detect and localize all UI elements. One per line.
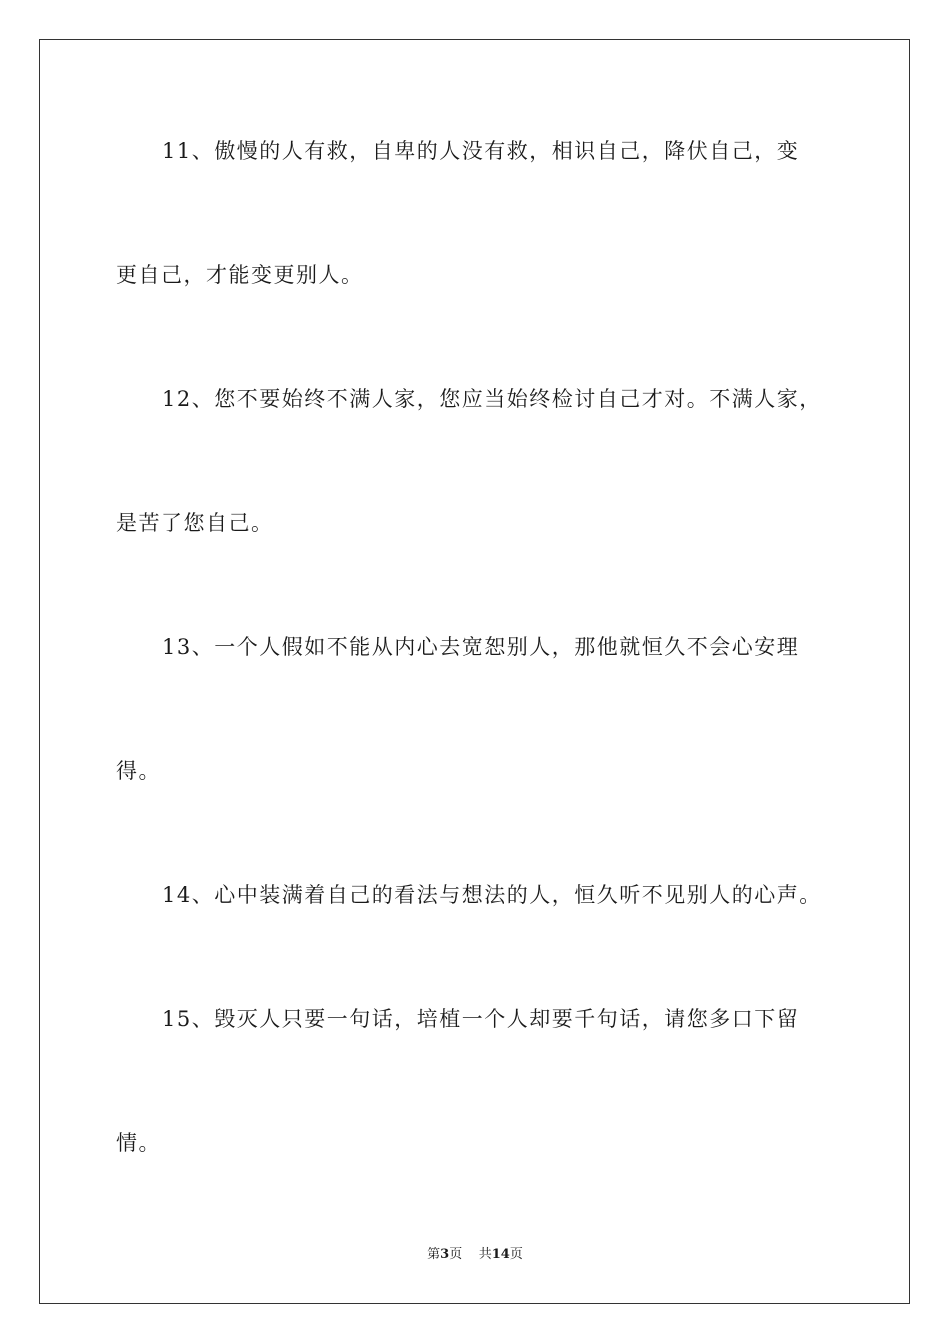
paragraph-15-line-1: 15、毁灭人只要一句话，培植一个人却要千句话，请您多口下留 <box>162 1007 800 1031</box>
paragraph-12-line-2: 是苦了您自己。 <box>116 511 274 535</box>
footer-page-number: 3 <box>440 1247 450 1262</box>
paragraph-13-line-1: 13、一个人假如不能从内心去宽恕别人，那他就恒久不会心安理 <box>162 635 800 659</box>
footer-total-prefix: 共 <box>478 1247 492 1262</box>
paragraph-13-line-2: 得。 <box>116 759 161 783</box>
footer-page-prefix: 第 <box>427 1247 441 1262</box>
paragraph-15-line-2: 情。 <box>116 1131 161 1155</box>
footer-total-suffix: 页 <box>509 1247 523 1262</box>
paragraph-11-line-2: 更自己，才能变更别人。 <box>116 263 364 287</box>
paragraph-11-line-1: 11、傲慢的人有救，自卑的人没有救，相识自己，降伏自己，变 <box>162 139 800 163</box>
paragraph-14-line-1: 14、心中装满着自己的看法与想法的人，恒久听不见别人的心声。 <box>162 883 822 907</box>
footer-page-suffix: 页 <box>449 1247 463 1262</box>
page-footer <box>0 1246 950 1264</box>
paragraph-12-line-1: 12、您不要始终不满人家，您应当始终检讨自己才对。不满人家， <box>162 387 822 411</box>
footer-total-pages: 14 <box>491 1247 510 1262</box>
page-border <box>39 39 910 1304</box>
